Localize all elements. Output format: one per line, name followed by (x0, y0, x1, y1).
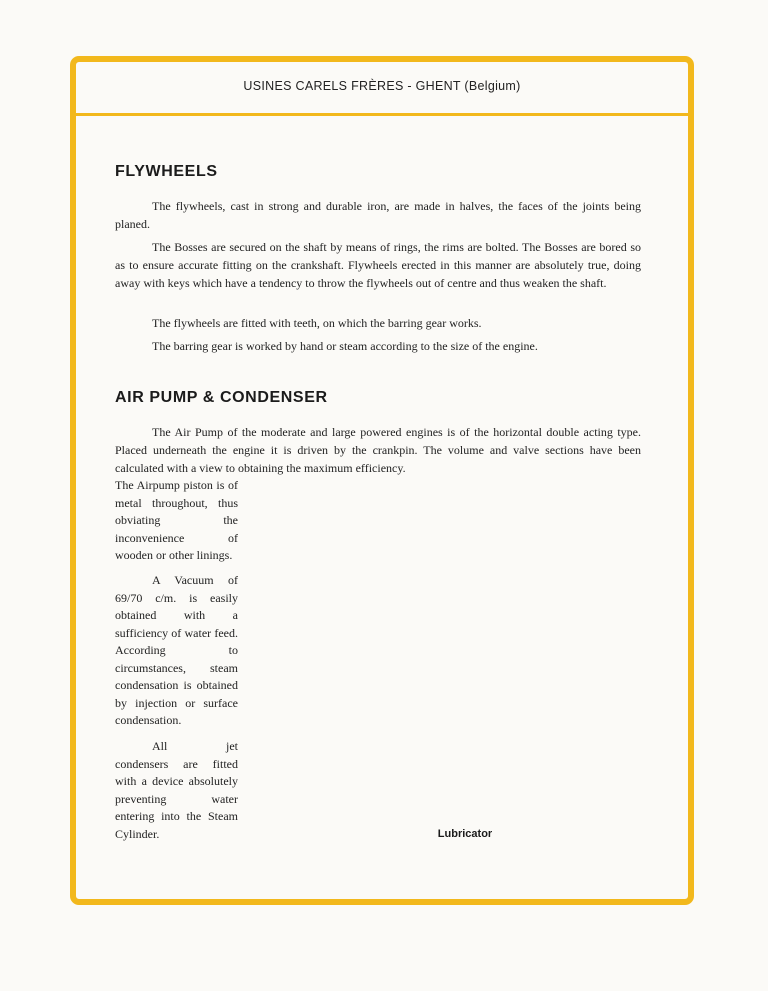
air-pump-heading: AIR PUMP & CONDENSER (115, 389, 328, 406)
header-rule (70, 113, 694, 116)
flywheels-paragraph-4: The barring gear is worked by hand or steam according to the size of the engine. (152, 339, 538, 353)
flywheels-paragraph-1: The flywheels, cast in strong and durable iron, are made in halves, the faces of the joints being planed. (115, 199, 641, 231)
flywheels-paragraph-3: The flywheels are fitted with teeth, on which the barring gear works. (152, 316, 482, 330)
flywheels-paragraph-2: The Bosses are secured on the shaft by means of rings, the rims are bolted. The Bosses are bored so as to ensure accurate fitting on the crankshaft. Flywheels erected in this manner are absolutely true, doing away with keys which have a tendency to throw the flywheels out of centre and thus weaken the shaft. (115, 240, 641, 290)
lubricator-caption: Lubricator (437, 828, 493, 840)
air-pump-paragraph-1: The Air Pump of the moderate and large powered engines is of the horizontal double acting type. Placed underneath the engine it is driven by the crankpin. The volume and valve sections have been calculated with a view to obtaining the maximum efficiency. (115, 425, 641, 475)
air-pump-paragraph-2: The Airpump piston is of metal throughout, thus obviating the inconvenience of wooden or other linings. (115, 478, 238, 562)
page-header: USINES CARELS FRÈRES - GHENT (Belgium) (243, 79, 521, 93)
flywheels-heading: FLYWHEELS (115, 163, 218, 180)
air-pump-paragraph-3: A Vacuum of 69/70 c/m. is easily obtained with a sufficiency of water feed. According to circumstances, steam condensation is obtained by injection or surface condensation. (115, 573, 238, 727)
air-pump-paragraph-4: All jet condensers are fitted with a device absolutely preventing water entering into the Steam Cylinder. (115, 739, 238, 841)
